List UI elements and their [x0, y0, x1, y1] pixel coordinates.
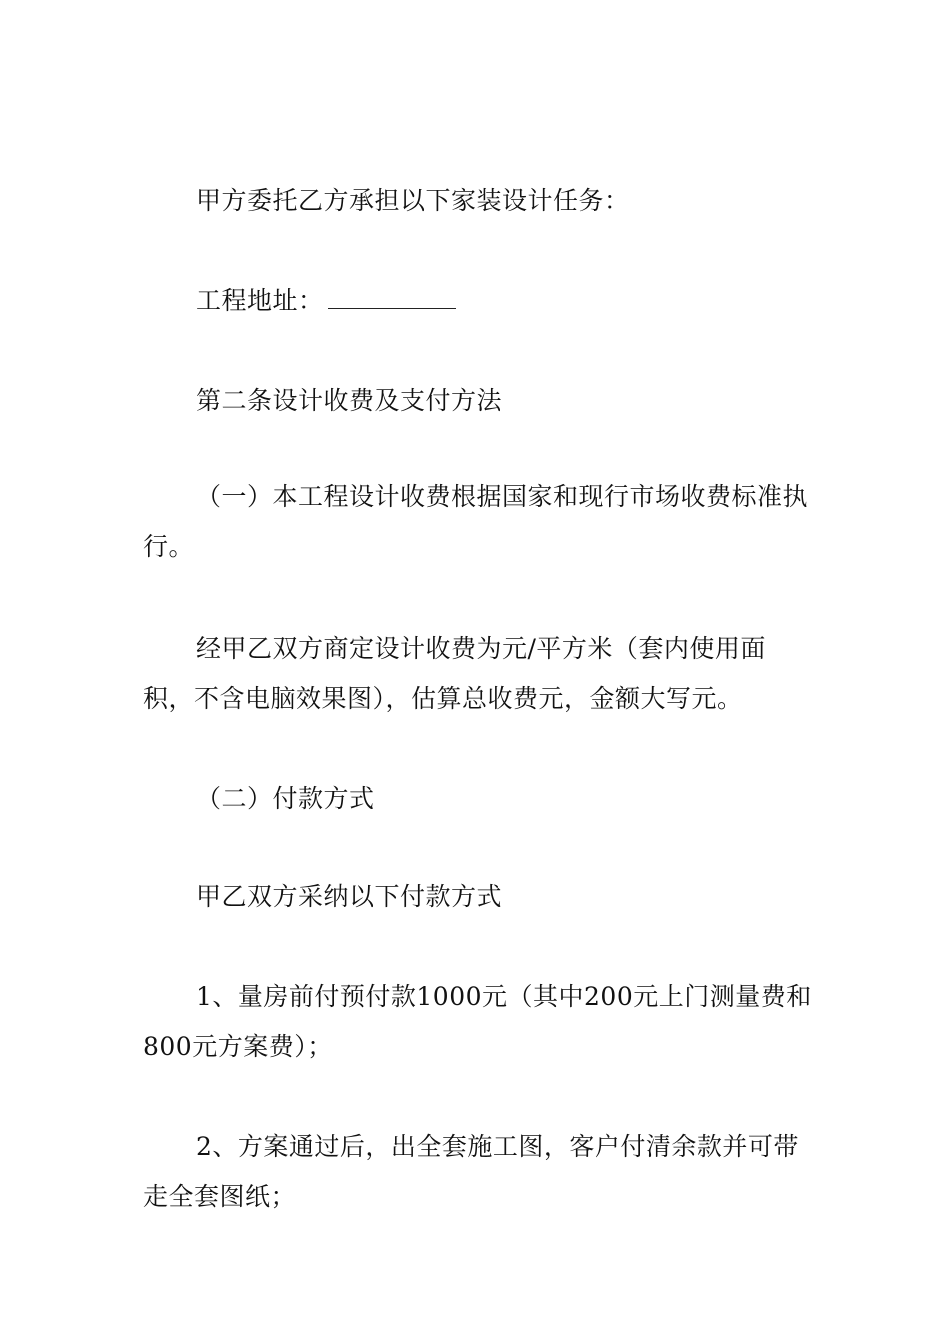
paragraph-project-address — [143, 276, 813, 326]
paragraph-payment-method-heading: （二）付款方式 — [196, 784, 375, 813]
paragraph-task-intro: 甲方委托乙方承担以下家装设计任务： — [196, 186, 630, 215]
paragraph-payment-item-2: 2、方案通过后，出全套施工图，客户付清余款并可带走全套图纸； — [143, 1132, 799, 1211]
paragraph-payment-item-1: 1、量房前付预付款1000元（其中200元上门测量费和800元方案费）； — [143, 982, 812, 1061]
paragraph-fee-agreement: 经甲乙双方商定设计收费为元/平方米（套内使用面积，不含电脑效果图），估算总收费元，金额大写元。 — [143, 634, 766, 713]
paragraph-fee-standard: （一）本工程设计收费根据国家和现行市场收费标准执行。 — [143, 482, 809, 561]
project-address-blank — [328, 286, 456, 309]
project-address-label: 工程地址： — [196, 286, 324, 315]
paragraph-payment-method-intro: 甲乙双方采纳以下付款方式 — [196, 882, 503, 911]
paragraph-article-two-heading: 第二条设计收费及支付方法 — [196, 386, 503, 415]
